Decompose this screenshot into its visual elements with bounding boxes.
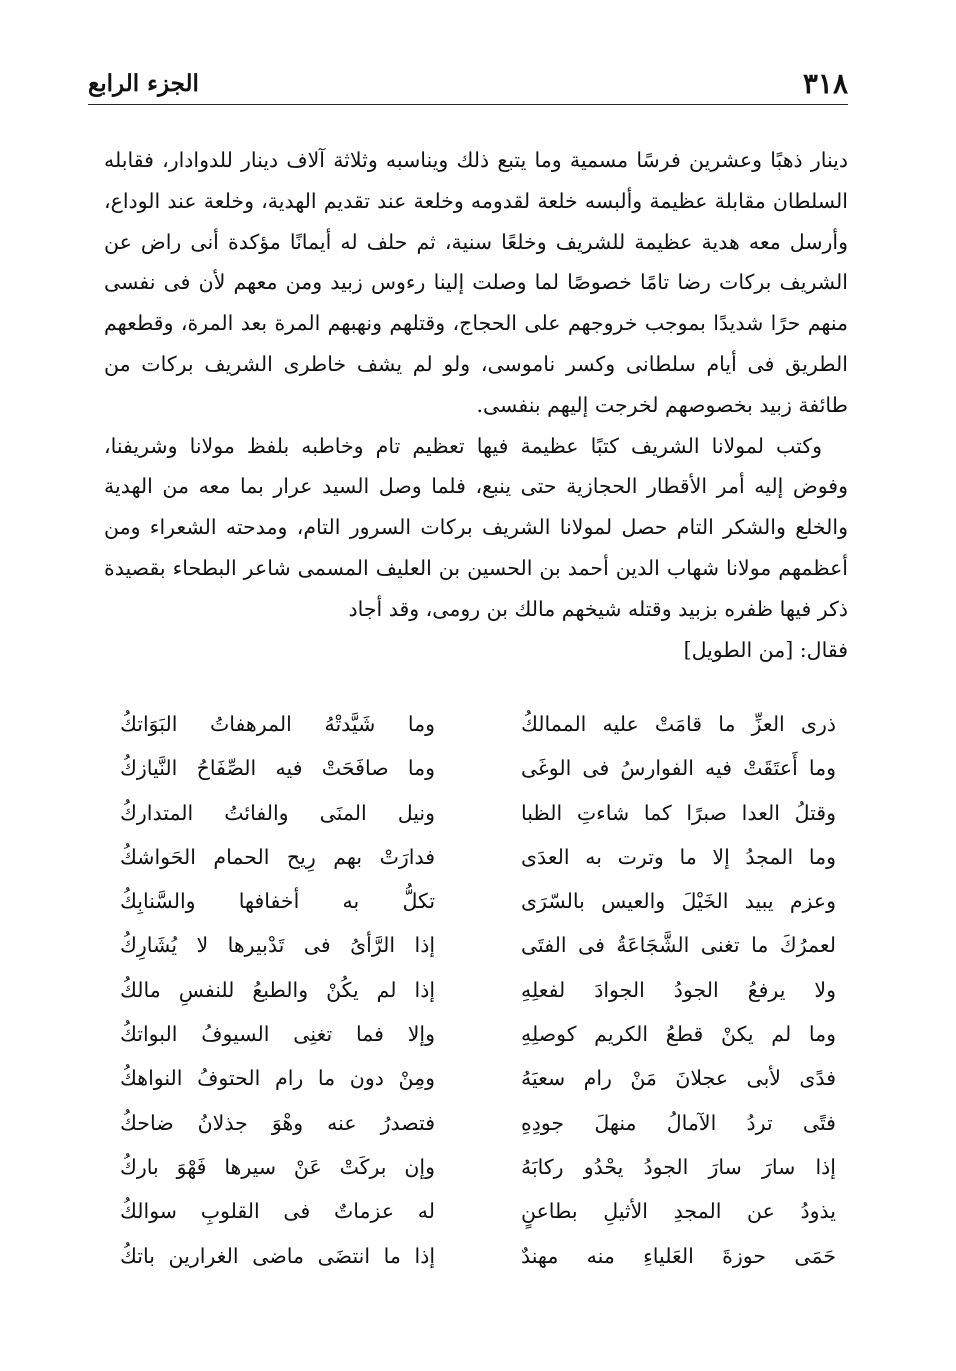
first-hemistich: حَمَى حوزةَ العَلياءِ منه مهندٌ [520, 1243, 836, 1268]
second-hemistich: وما صافَحَتْ فيه الصِّفَاحُ النَّيازكُ [120, 756, 436, 781]
running-head: الجزء الرابع [88, 70, 199, 97]
first-hemistich: وما أَعتَقَتْ فيه الفوارسُ فى الوغَى [520, 756, 836, 781]
verse [120, 1234, 836, 1278]
body-text [104, 140, 848, 670]
verse [120, 835, 836, 879]
second-hemistich: إذا لم يكُنْ والطبعُ للنفسِ مالكُ [120, 977, 436, 1002]
second-hemistich: ومِنْ دون ما رام الحتوفُ النواهكُ [120, 1066, 436, 1091]
first-hemistich: وقتلُ العدا صبرًا كما شاءتِ الظبا [520, 800, 836, 825]
verse [120, 879, 836, 923]
first-hemistich: إذا سارَ سارَ الجودُ يحْدُو ركابَهُ [520, 1154, 836, 1179]
page-number: ٣١٨ [802, 67, 848, 100]
first-hemistich: فتًى تردُ الآمالُ منهلَ جودِهِ [520, 1110, 836, 1135]
second-hemistich: تكلُّ به أخفافها والسَّنابِكُ [120, 889, 436, 914]
verse [120, 1101, 836, 1145]
second-hemistich: إذا الرَّأىُ فى تَدْبيرها لا يُشَارِكُ [120, 933, 436, 958]
verse [120, 791, 836, 835]
first-hemistich: ذرى العزِّ ما قامَتْ عليه الممالكُ [520, 712, 836, 736]
verse [120, 968, 836, 1012]
verse [120, 1012, 836, 1056]
first-hemistich: وما لم يكنْ قطعُ الكريم كوصلِهِ [520, 1022, 836, 1047]
second-hemistich: وما شَيَّدتْهُ المرهفاتُ البَوَاتكُ [120, 712, 436, 736]
poem-intro: فقال: [من الطويل] [683, 637, 848, 662]
second-hemistich: فتصدرُ عنه وهْوَ جذلانُ ضاحكُ [120, 1110, 436, 1135]
paragraph: دينار ذهبًا وعشرين فرسًا مسمية وما يتبع ذلك ويناسبه وثلاثة آلاف دينار للدوادار، فقابله السلطان مقابلة عظيمة وألبسه خلعة لقدومه وخلعة عند تقديم الهدية، وخلعة عند الوداع، وأرسل معه هدية عظيمة للشريف وخلعًا سنية، ثم حلف له أيمانًا مؤكدة أنى راض عن الشريف بركات رضا تامًا خصوصًا لما وصلت إلينا رءوس زبيد ومن معهم لأن فى نفسى منهم حرًا شديدًا بموجب خروجهم على الحجاج، وقتلهم ونهبهم المرة بعد المرة، وقطعهم الطريق فى أيام سلطانى وكسر ناموسى، ولو لم يشف خاطرى الشريف بركات من طائفة زبيد بخصوصهم لخرجت إليهم بنفسى. [104, 148, 848, 417]
verse [120, 746, 836, 790]
second-hemistich: ونيل المنَى والفائتُ المتداركُ [120, 800, 436, 825]
verse [120, 702, 836, 746]
page-header [88, 66, 848, 108]
verse [120, 1145, 836, 1189]
first-hemistich: وعزم يبيد الخَيْلَ والعيس بالسّرَى [520, 889, 836, 914]
second-hemistich: إذا ما انتضَى ماضى الغرارين باتكُ [120, 1243, 436, 1268]
verse [120, 1189, 836, 1233]
second-hemistich: له عزماتٌ فى القلوبِ سوالكُ [120, 1199, 436, 1224]
second-hemistich: وإلا فما تغنِى السيوفُ البواتكُ [120, 1022, 436, 1047]
second-hemistich: فدارَتْ بهم رِيح الحمام الحَواشكُ [120, 844, 436, 869]
first-hemistich: ولا يرفعُ الجودُ الجوادَ لفعلِهِ [520, 977, 836, 1002]
first-hemistich: لعمرُكَ ما تغنى الشَّجَاعَةُ فى الفتَى [520, 933, 836, 958]
header-rule [88, 104, 848, 105]
paragraph: وكتب لمولانا الشريف كتبًا عظيمة فيها تعظيم تام وخاطبه بلفظ مولانا وشريفنا، وفوض إليه أمر الأقطار الحجازية حتى ينبع، فلما وصل السيد عرار بما معه من الهدية والخلع والشكر التام حصل لمولانا الشريف بركات السرور التام، ومدحته الشعراء ومن أعظمهم مولانا شهاب الدين أحمد بن الحسين بن العليف المسمى شاعر البطحاء بقصيدة ذكر فيها ظفره بزبيد وقتله شيخهم مالك بن رومى، وقد أجاد [104, 433, 848, 621]
verse [120, 1056, 836, 1100]
first-hemistich: وما المجدُ إلا ما وترت به العدَى [520, 844, 836, 869]
poem [120, 702, 836, 1278]
first-hemistich: فدًى لأبى عجلانَ مَنْ رام سعيَهُ [520, 1066, 836, 1091]
verse [120, 923, 836, 967]
first-hemistich: يذودُ عن المجدِ الأثيلِ بطاعنٍ [520, 1199, 836, 1224]
second-hemistich: وإن بركَتْ عَنْ سيرها فَهْوَ باركُ [120, 1154, 436, 1179]
